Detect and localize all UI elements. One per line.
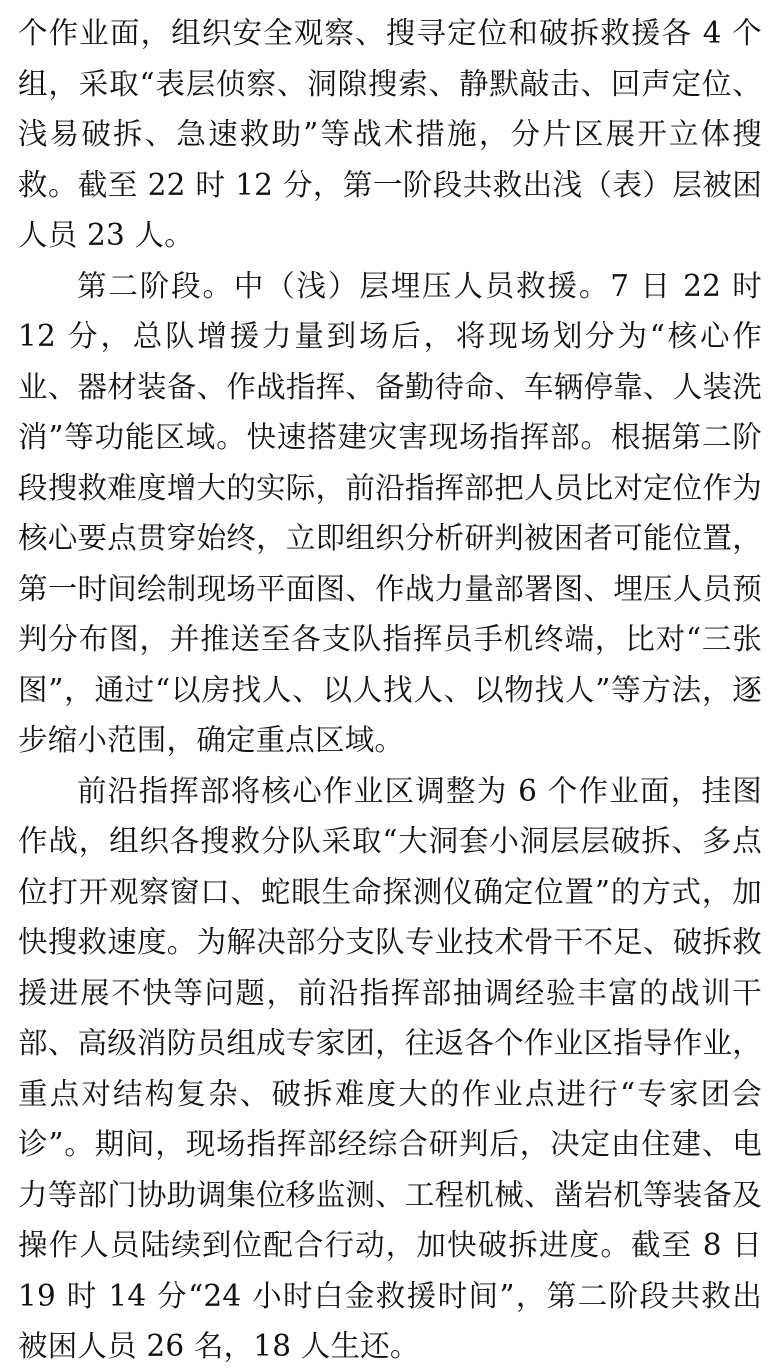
paragraph-3: 前沿指挥部将核心作业区调整为 6 个作业面，挂图作战，组织各搜救分队采取“大洞套小洞层层破拆、多点位打开观察窗口、蛇眼生命探测仪确定位置”的方式，加快搜救速度。为解决部分支队专业技术骨干不足、破拆救援进展不快等问题，前沿指挥部抽调经验丰富的战训干部、高级消防员组成专家团，往返各个作业区指导作业，重点对结构复杂、破拆难度大的作业点进行“专家团会诊”。期间，现场指挥部经综合研判后，决定由住建、电力等部门协助调集位移监测、工程机械、凿岩机等装备及操作人员陆续到位配合行动，加快破拆进度。截至 8 日 19 时 14 分“24 小时白金救援时间”，第二阶段共救出被困人员 26 名，18 人生还。 [18, 773, 762, 1363]
paragraph-1: 个作业面，组织安全观察、搜寻定位和破拆救援各 4 个组，采取“表层侦察、洞隙搜索、静默敲击、回声定位、浅易破拆、急速救助”等战术措施，分片区展开立体搜救。截至 22 时 12 分，第一阶段共救出浅（表）层被困人员 23 人。 [18, 16, 762, 252]
paragraph-2: 第二阶段。中（浅）层埋压人员救援。7 日 22 时 12 分，总队增援力量到场后，将现场划分为“核心作业、器材装备、作战指挥、备勤待命、车辆停靠、人装洗消”等功能区域。快速搭建灾害现场指挥部。根据第二阶段搜救难度增大的实际，前沿指挥部把人员比对定位作为核心要点贯穿始终，立即组织分析研判被困者可能位置，第一时间绘制现场平面图、作战力量部署图、埋压人员预判分布图，并推送至各支队指挥员手机终端，比对“三张图”，通过“以房找人、以人找人、以物找人”等方法，逐步缩小范围，确定重点区域。 [18, 268, 762, 757]
document-body [18, 8, 762, 1372]
